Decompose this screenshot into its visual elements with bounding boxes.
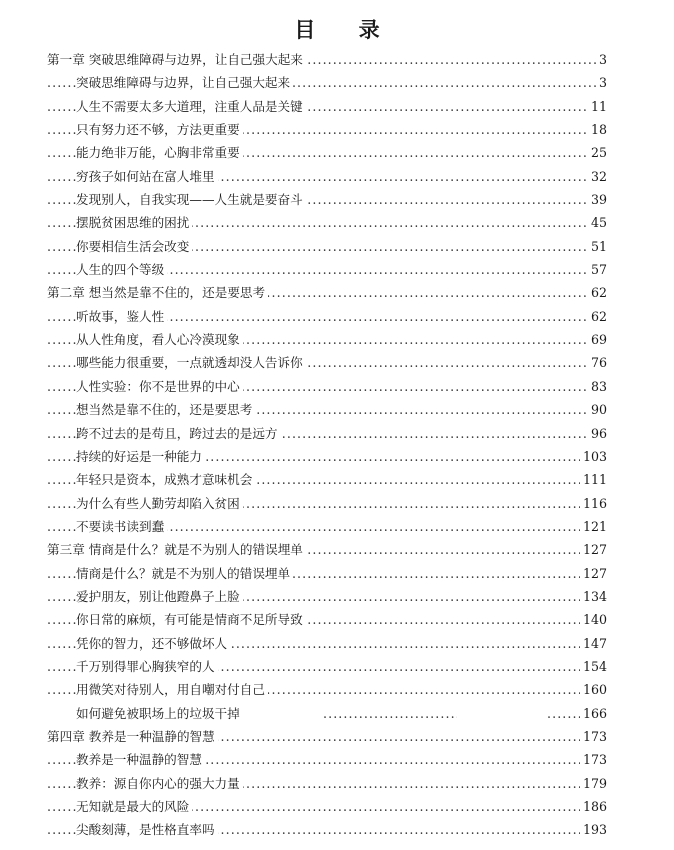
toc-page-number: 103 <box>580 445 607 468</box>
toc-entry-title: 第四章 教养是一种温静的智慧 <box>47 729 218 744</box>
toc-page-number: 83 <box>588 375 607 398</box>
table-of-contents <box>47 48 607 842</box>
toc-page-number: 32 <box>588 165 607 188</box>
toc-page-number: 39 <box>588 188 607 211</box>
toc-section-entry[interactable] <box>47 398 607 421</box>
toc-page-number: 186 <box>580 795 607 818</box>
toc-entry-title: 第二章 想当然是靠不住的，还是要思考 <box>47 285 268 300</box>
toc-page-number: 147 <box>580 632 607 655</box>
toc-page-number: 127 <box>580 562 607 585</box>
toc-entry-title: 人生的四个等级 <box>76 262 167 277</box>
toc-page-number: 140 <box>580 608 607 631</box>
toc-page-number: 116 <box>580 492 607 515</box>
toc-entry-title: 如何避免被职场上的垃圾干掉 <box>76 706 243 721</box>
toc-entry-title: 想当然是靠不住的，还是要思考 <box>76 402 255 417</box>
toc-section-entry[interactable] <box>47 258 607 281</box>
toc-entry-title: 你要相信生活会改变 <box>76 239 192 254</box>
toc-entry-title: 听故事，鉴人性 <box>76 309 167 324</box>
toc-page-number: 3 <box>596 48 607 71</box>
toc-section-entry[interactable] <box>47 211 607 234</box>
toc-page-number: 45 <box>588 211 607 234</box>
toc-entry-title: 爱护朋友，别让他蹬鼻子上脸 <box>76 589 243 604</box>
dot-leader <box>547 702 581 725</box>
toc-section-entry[interactable] <box>47 422 607 445</box>
toc-entry-title: 第三章 情商是什么？就是不为别人的错误埋单 <box>47 542 306 557</box>
toc-section-entry[interactable] <box>47 632 607 655</box>
toc-section-entry[interactable] <box>47 445 607 468</box>
toc-page-number: 51 <box>588 235 607 258</box>
toc-section-entry[interactable] <box>47 818 607 841</box>
toc-entry-title: 第一章 突破思维障碍与边界，让自己强大起来 <box>47 52 306 67</box>
toc-entry-title: 人生不需要太多大道理，注重人品是关键 <box>76 99 306 114</box>
toc-section-entry[interactable] <box>47 118 607 141</box>
toc-chapter-entry[interactable] <box>47 48 607 71</box>
toc-entry-title: 你日常的麻烦，有可能是情商不足所导致 <box>76 612 306 627</box>
toc-entry-title: 无知就是最大的风险 <box>76 799 192 814</box>
toc-page-number: 62 <box>588 281 607 304</box>
toc-entry-title: 哪些能力很重要，一点就透却没人告诉你 <box>76 355 306 370</box>
toc-entry-title: 只有努力还不够，方法更重要 <box>76 122 243 137</box>
toc-entry-title: 人性实验：你不是世界的中心 <box>76 379 243 394</box>
dot-leader <box>323 702 457 725</box>
toc-entry-title: 从人性角度，看人心冷漠现象 <box>76 332 243 347</box>
toc-entry-title: 用微笑对待别人，用自嘲对付自己 <box>76 682 268 697</box>
toc-page-number: 154 <box>580 655 607 678</box>
toc-section-entry[interactable] <box>47 492 607 515</box>
toc-entry-title: 突破思维障碍与边界，让自己强大起来 <box>76 75 293 90</box>
toc-entry-title: 摆脱贫困思维的困扰 <box>76 215 192 230</box>
toc-entry-title: 年轻只是资本，成熟才意味机会 <box>76 472 255 487</box>
toc-section-entry[interactable] <box>47 655 607 678</box>
toc-section-entry[interactable] <box>47 141 607 164</box>
toc-entry-title: 穷孩子如何站在富人堆里 <box>76 169 218 184</box>
toc-page-number: 25 <box>588 141 607 164</box>
page-title: 目 录 <box>294 17 398 42</box>
toc-section-entry[interactable] <box>47 328 607 351</box>
toc-page-number: 173 <box>580 748 607 771</box>
toc-entry-title: 为什么有些人勤劳却陷入贫困 <box>76 496 243 511</box>
toc-page-number: 179 <box>580 772 607 795</box>
toc-entry-title: 教养：源自你内心的强大力量 <box>76 776 243 791</box>
toc-page-number: 127 <box>580 538 607 561</box>
toc-entry-title: 跨不过去的是苟且，跨过去的是远方 <box>76 426 281 441</box>
toc-page-number: 121 <box>580 515 607 538</box>
toc-section-entry[interactable] <box>47 678 607 701</box>
toc-section-entry[interactable] <box>47 235 607 258</box>
toc-page-number: 62 <box>588 305 607 328</box>
toc-section-entry[interactable] <box>47 351 607 374</box>
toc-entry-title: 千万别得罪心胸狭窄的人 <box>76 659 218 674</box>
toc-page-number: 18 <box>588 118 607 141</box>
toc-page-number: 166 <box>580 702 607 725</box>
toc-section-entry[interactable] <box>47 608 607 631</box>
toc-section-entry[interactable] <box>47 95 607 118</box>
toc-page-number: 69 <box>588 328 607 351</box>
toc-section-entry[interactable] <box>47 468 607 491</box>
toc-page-number: 90 <box>588 398 607 421</box>
toc-page-number: 134 <box>580 585 607 608</box>
toc-entry-title: 凭你的智力，还不够做坏人 <box>76 636 230 651</box>
toc-page-number: 11 <box>588 95 607 118</box>
toc-entry-title: 情商是什么？就是不为别人的错误埋单 <box>76 566 293 581</box>
toc-section-entry[interactable] <box>47 515 607 538</box>
toc-section-entry[interactable] <box>47 305 607 328</box>
toc-section-entry[interactable] <box>47 165 607 188</box>
toc-page-number: 57 <box>588 258 607 281</box>
toc-chapter-entry[interactable] <box>47 538 607 561</box>
toc-section-entry[interactable] <box>47 795 607 818</box>
toc-section-entry[interactable] <box>47 702 607 725</box>
toc-chapter-entry[interactable] <box>47 725 607 748</box>
toc-page-number: 111 <box>580 468 607 491</box>
toc-section-entry[interactable] <box>47 772 607 795</box>
toc-entry-title: 不要读书读到蠢 <box>76 519 167 534</box>
toc-entry-title: 持续的好运是一种能力 <box>76 449 205 464</box>
toc-entry-title: 教养是一种温静的智慧 <box>76 752 205 767</box>
toc-section-entry[interactable] <box>47 585 607 608</box>
toc-page-number: 96 <box>588 422 607 445</box>
toc-section-entry[interactable] <box>47 562 607 585</box>
toc-page-number: 160 <box>580 678 607 701</box>
toc-section-entry[interactable] <box>47 71 607 94</box>
toc-section-entry[interactable] <box>47 188 607 211</box>
toc-page-number: 173 <box>580 725 607 748</box>
toc-entry-title: 尖酸刻薄，是性格直率吗 <box>76 822 218 837</box>
toc-page-number: 76 <box>588 351 607 374</box>
toc-entry-title: 发现别人，自我实现——人生就是要奋斗 <box>76 192 306 207</box>
toc-chapter-entry[interactable] <box>47 281 607 304</box>
toc-section-entry[interactable] <box>47 748 607 771</box>
toc-page-number: 193 <box>580 818 607 841</box>
toc-section-entry[interactable] <box>47 375 607 398</box>
toc-page-number: 3 <box>596 71 607 94</box>
toc-entry-title: 能力绝非万能，心胸非常重要 <box>76 145 243 160</box>
